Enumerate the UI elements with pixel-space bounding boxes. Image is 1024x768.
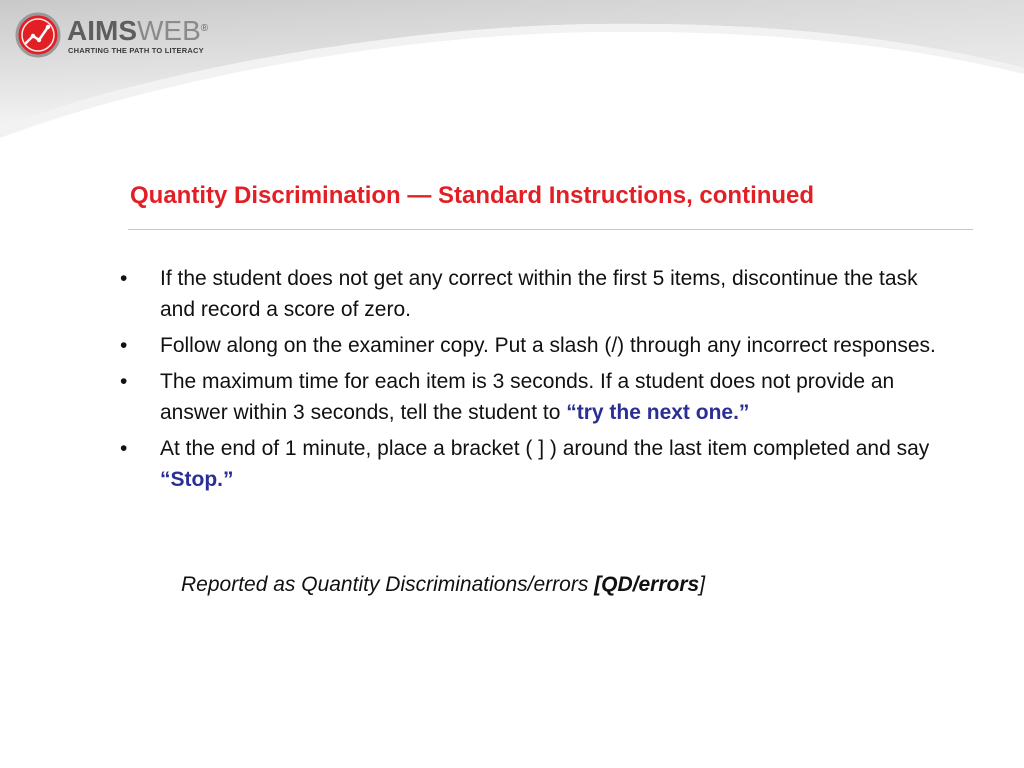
bullet-text: The maximum time for each item is 3 seconds. If a student does not provide an answer within 3 seconds, tell the student to	[160, 370, 895, 424]
bullet-marker: •	[120, 267, 128, 290]
list-item	[118, 263, 958, 325]
logo-registered-mark: ®	[200, 23, 209, 34]
bullet-marker: •	[120, 437, 128, 460]
reported-metric: QD/errors	[601, 573, 700, 596]
title-divider	[128, 229, 973, 230]
reported-prefix: Reported as Quantity Discriminations/errors	[181, 573, 595, 596]
bullet-text: At the end of 1 minute, place a bracket ( ] ) around the last item completed and say	[160, 437, 930, 460]
reported-bracket-open: [	[594, 573, 602, 596]
instruction-list	[118, 263, 958, 500]
list-item	[118, 366, 958, 428]
logo-word-aims: AIMS	[67, 15, 137, 46]
logo-wordmark	[67, 16, 208, 46]
bullet-text: Follow along on the examiner copy. Put a slash (/) through any incorrect responses.	[160, 334, 936, 357]
list-item	[118, 330, 958, 361]
bullet-emphasis: “Stop.”	[160, 468, 234, 491]
logo-tagline: CHARTING THE PATH TO LITERACY	[68, 46, 204, 55]
logo-word-web: WEB	[137, 15, 201, 46]
logo-chart-icon	[15, 12, 61, 58]
reported-as-note	[181, 573, 705, 597]
bullet-emphasis: “try the next one.”	[566, 401, 750, 424]
slide-title: Quantity Discrimination — Standard Instructions, continued	[130, 182, 815, 209]
bullet-marker: •	[120, 370, 128, 393]
aimsweb-logo	[15, 12, 215, 60]
reported-bracket-close: ]	[699, 573, 706, 596]
bullet-text: If the student does not get any correct within the first 5 items, discontinue the task and record a score of zero.	[160, 267, 918, 321]
list-item	[118, 433, 958, 495]
bullet-marker: •	[120, 334, 128, 357]
